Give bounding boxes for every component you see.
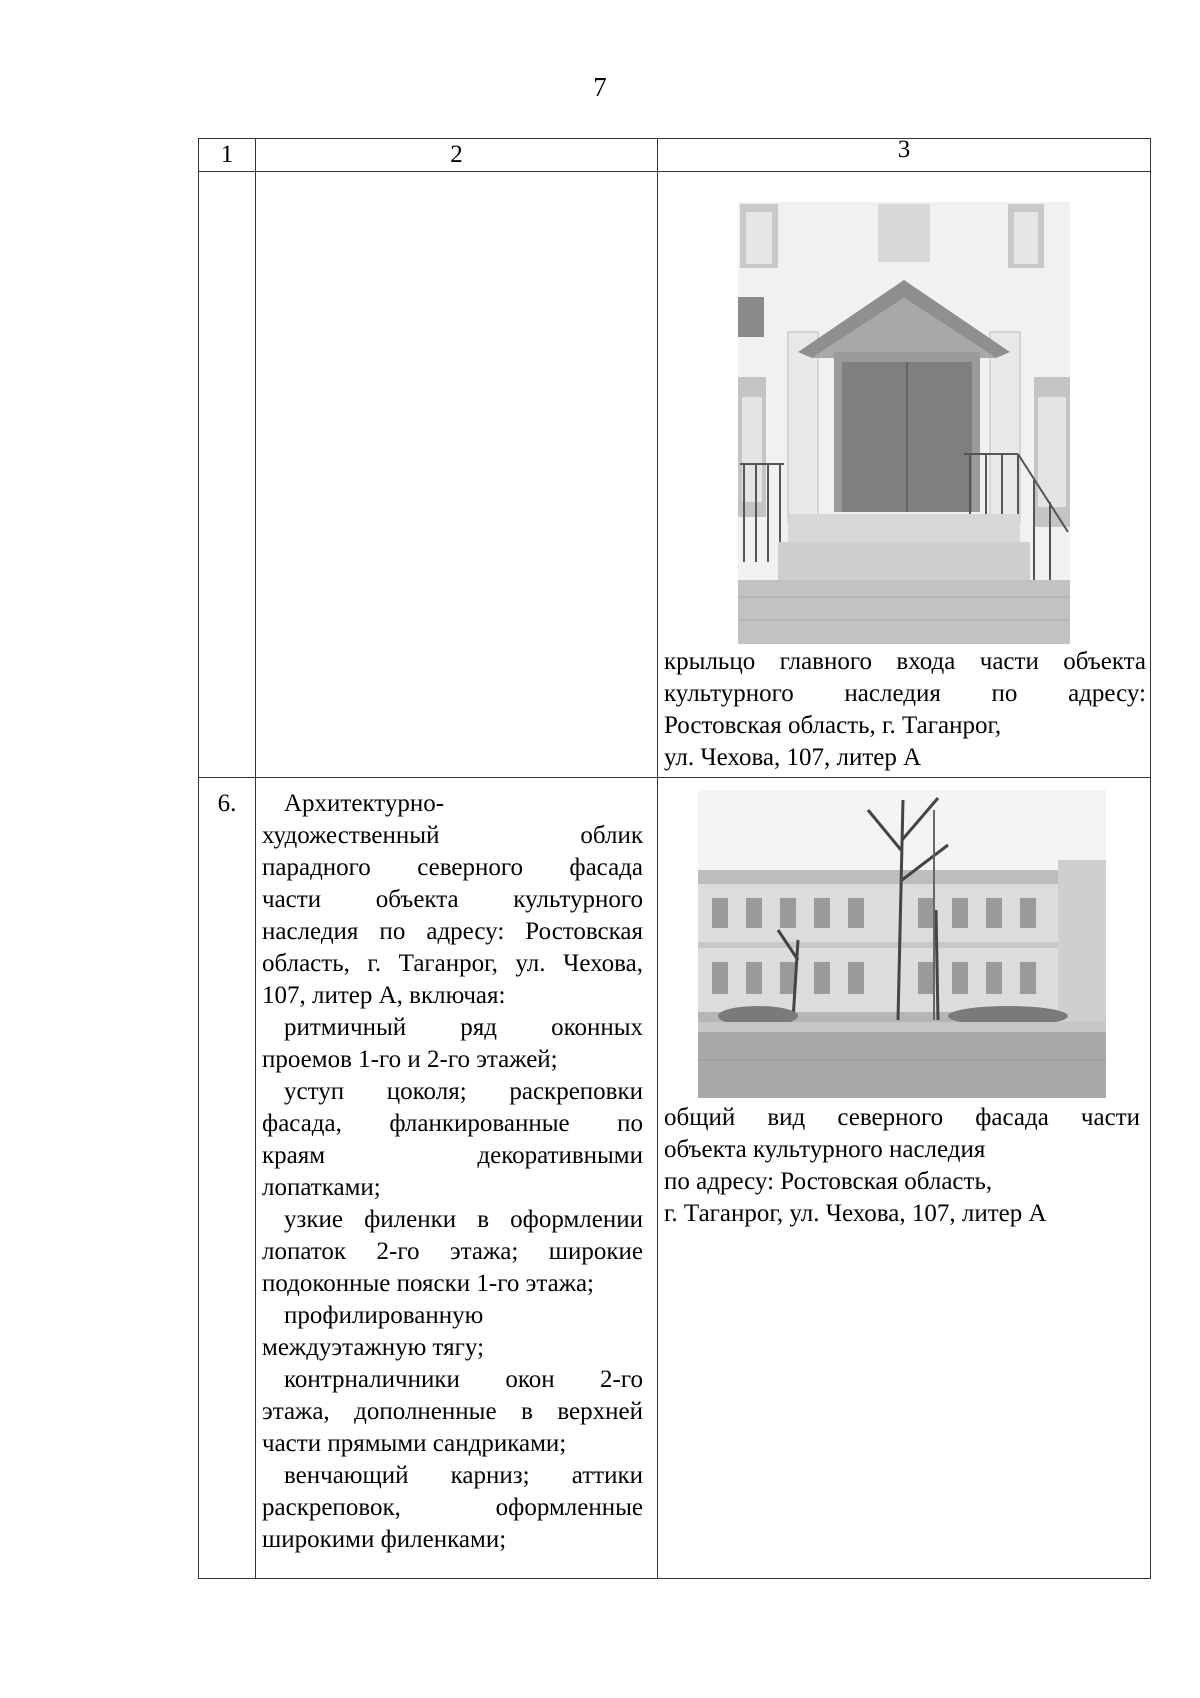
heritage-table — [198, 138, 1151, 1579]
row-description-cell — [256, 172, 658, 778]
row-photo-cell — [658, 172, 1151, 778]
caption-line: общий вид северного фасада части — [664, 1104, 1140, 1131]
entrance-porch-caption — [658, 644, 1150, 774]
row-number-cell: 6. — [199, 778, 256, 1579]
caption-line: культурного наследия по адресу: — [664, 680, 1146, 707]
description-line: наследия по адресу: Ростовская — [262, 918, 643, 945]
table-row — [199, 778, 1151, 1579]
description-line: венчающий карниз; аттики — [284, 1462, 643, 1489]
caption-line: ул. Чехова, 107, литер А — [664, 744, 922, 771]
description-line: область, г. Таганрог, ул. Чехова, — [262, 950, 643, 977]
row-description-cell — [256, 778, 658, 1579]
description-line: этажа, дополненные в верхней — [262, 1398, 643, 1425]
description-line: междуэтажную тягу; — [262, 1334, 485, 1361]
table-header-row — [199, 139, 1151, 172]
description-line: части прямыми сандриками; — [262, 1430, 567, 1457]
caption-line: крыльцо главного входа части объекта — [664, 648, 1146, 675]
description-line: лопатками; — [262, 1174, 381, 1201]
header-col-3 — [658, 136, 1151, 172]
entrance-porch-photo — [738, 202, 1070, 644]
description-line: 107, литер А, включая: — [262, 982, 506, 1009]
description-line: парадного северного фасада — [262, 854, 643, 881]
table-row — [199, 172, 1151, 778]
description-line: подоконные пояски 1-го этажа; — [262, 1270, 595, 1297]
caption-line: по адресу: Ростовская область, — [664, 1168, 993, 1195]
description-line: широкими филенками; — [262, 1526, 507, 1553]
header-col-1: 1 — [199, 139, 256, 172]
north-facade-caption — [658, 1098, 1150, 1230]
description-line: узкие филенки в оформлении — [284, 1206, 643, 1233]
description-line: лопаток 2-го этажа; широкие — [262, 1238, 643, 1265]
description-line: краям декоративными — [262, 1142, 643, 1169]
caption-line: г. Таганрог, ул. Чехова, 107, литер А — [664, 1200, 1047, 1227]
description-line: контрналичники окон 2-го — [284, 1366, 643, 1393]
header-col-2: 2 — [256, 139, 658, 172]
description-line: раскреповок, оформленные — [262, 1494, 643, 1521]
north-facade-photo — [698, 790, 1106, 1098]
description-line: художественный облик — [262, 822, 643, 849]
header-col-3-label: 3 — [897, 136, 911, 163]
row-number-cell — [199, 172, 256, 778]
caption-line: Ростовская область, г. Таганрог, — [664, 712, 1002, 739]
description-line: уступ цоколя; раскреповки — [284, 1078, 643, 1105]
description-line: профилированную — [284, 1302, 484, 1329]
description-line: части объекта культурного — [262, 886, 643, 913]
description-line: Архитектурно- — [284, 790, 445, 817]
caption-line: объекта культурного наследия — [664, 1136, 986, 1163]
row-photo-cell — [658, 778, 1151, 1579]
description-line: проемов 1-го и 2-го этажей; — [262, 1046, 558, 1073]
page-number: 7 — [593, 72, 607, 102]
description-line: ритмичный ряд оконных — [284, 1014, 643, 1041]
description-line: фасада, фланкированные по — [262, 1110, 643, 1137]
